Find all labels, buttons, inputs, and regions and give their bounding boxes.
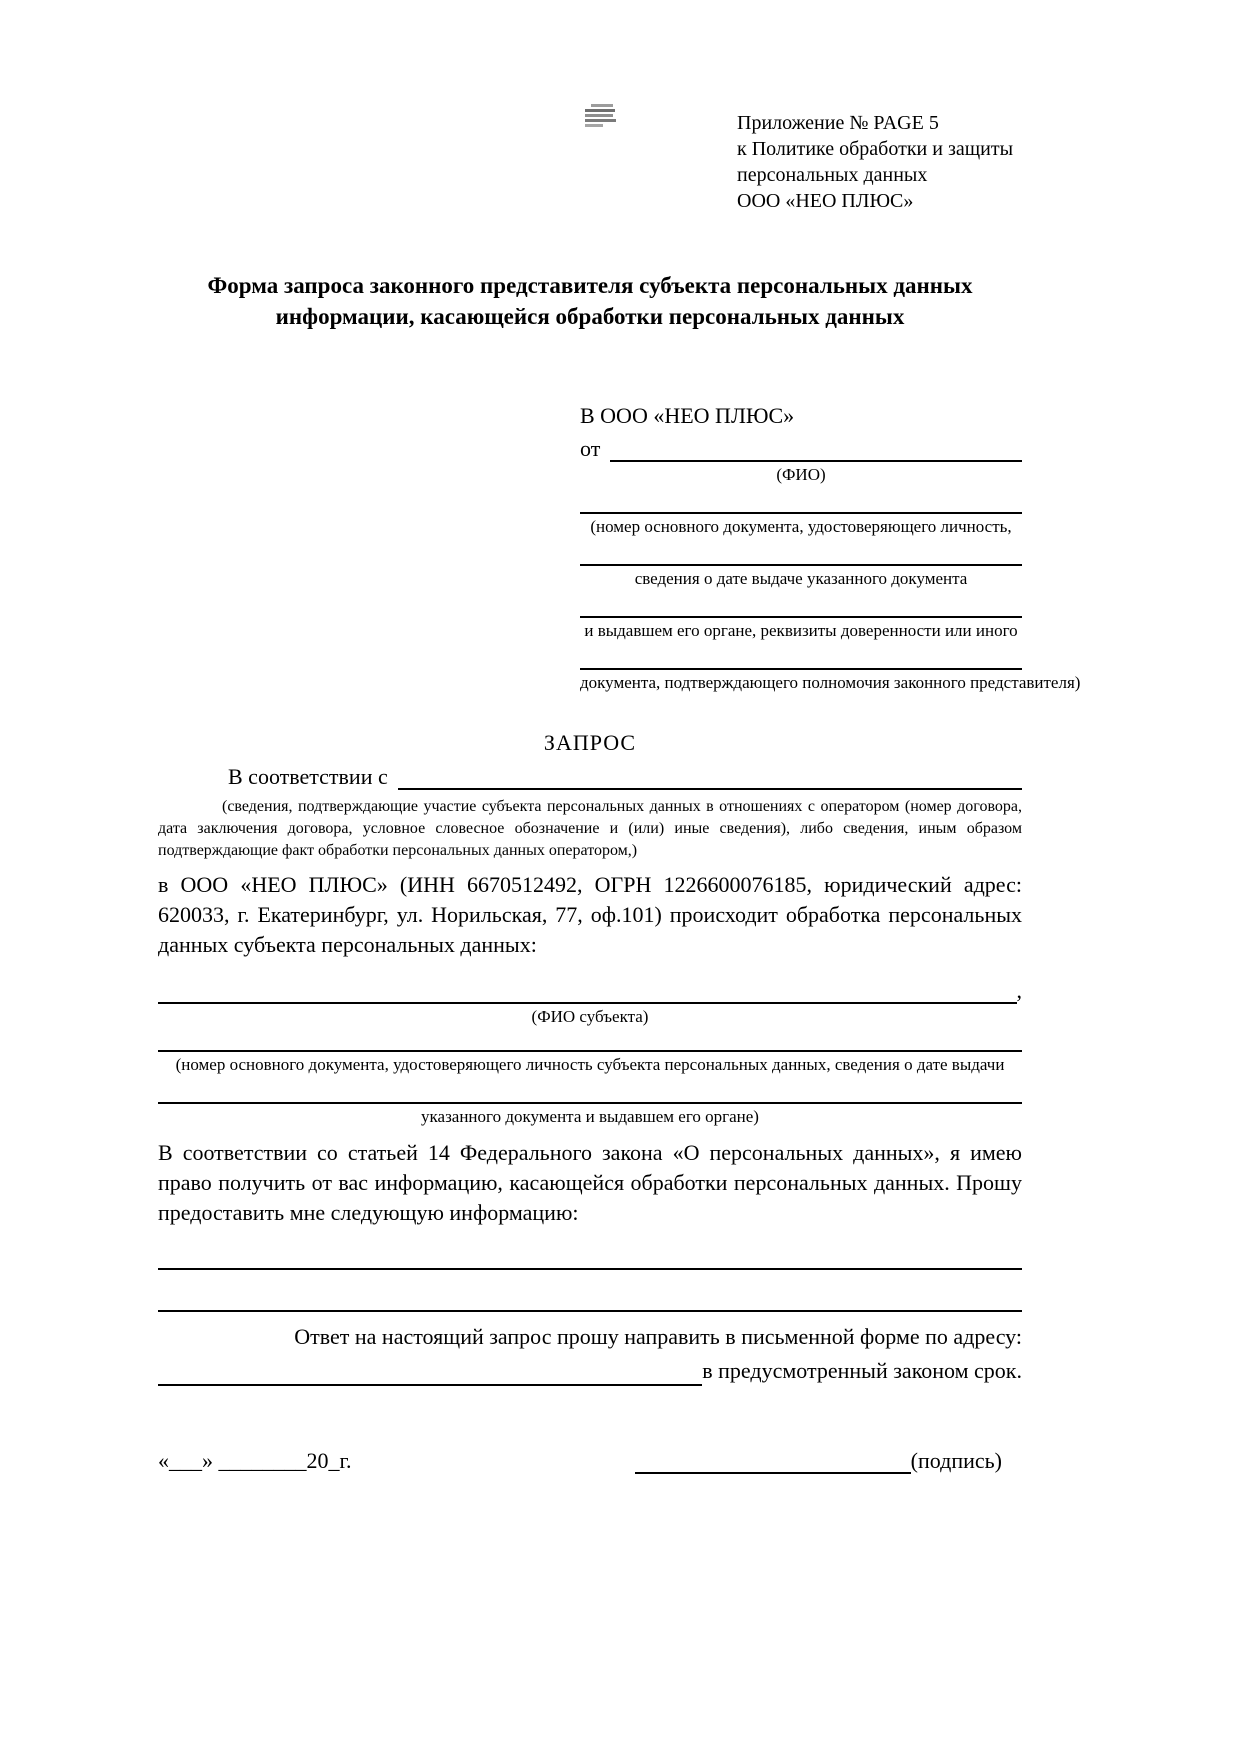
subject-fio-caption: (ФИО субъекта) xyxy=(531,1007,649,1026)
date-signature-row xyxy=(158,1448,1022,1474)
document-number-caption: (номер основного документа, удостоверяющего личность, xyxy=(590,517,1012,536)
operator-paragraph: в ООО «НЕО ПЛЮС» (ИНН 6670512492, ОГРН 1226600076185, юридический адрес: 620033, г. Екатеринбург, ул. Норильская, 77, оф.101) происходит обработка персональных данных субъекта персональных данных: xyxy=(158,872,1022,957)
document-number-blank-line xyxy=(580,512,1022,514)
field-code-icon xyxy=(585,104,617,127)
request-heading: ЗАПРОС xyxy=(543,730,637,755)
subject-fio-blank-row xyxy=(158,978,1022,1004)
fio-blank-line xyxy=(610,460,1022,462)
authority-document-caption: документа, подтверждающего полномочия законного представителя) xyxy=(580,673,1081,692)
requested-info-blank-line-1 xyxy=(158,1268,1022,1270)
title-line: Форма запроса законного представителя субъекта персональных данных xyxy=(207,273,973,298)
requested-info-blank-line-2 xyxy=(158,1310,1022,1312)
appendix-line: персональных данных xyxy=(737,164,928,186)
signature-caption: (подпись) xyxy=(910,1448,1002,1473)
answer-address-blank-line xyxy=(158,1384,702,1386)
appendix-line: Приложение № PAGE 5 xyxy=(737,112,939,134)
date-line: «___» ________20_г. xyxy=(158,1448,352,1473)
subject-fio-blank-suffix: , xyxy=(1016,978,1022,1003)
document-title xyxy=(158,270,1022,332)
answer-delivery-line: Ответ на настоящий запрос прошу направить в письменной форме по адресу: xyxy=(294,1324,1022,1349)
from-label: от xyxy=(580,436,601,461)
authority-document-blank-line xyxy=(580,668,1022,670)
document-body xyxy=(158,270,1081,1474)
addressee-block xyxy=(580,402,1081,694)
subject-fio-blank-line xyxy=(158,1002,1017,1004)
addressee-to: В ООО «НЕО ПЛЮС» xyxy=(580,403,795,428)
issuing-authority-blank-line xyxy=(580,616,1022,618)
title-line: информации, касающейся обработки персональных данных xyxy=(275,304,905,329)
law-paragraph: В соответствии со статьей 14 Федерального закона «О персональных данных», я имею право получить от вас информацию, касающейся обработки персональных данных. Прошу предоставить мне следующую информацию: xyxy=(158,1140,1022,1225)
accordance-fine-print: (сведения, подтверждающие участие субъекта персональных данных в отношениях с оператором (номер договора, дата заключения договора, условное словесное обозначение и (или) иные сведения), либо сведения, иным образом подтверждающие факт обработки персональных данных оператором,) xyxy=(158,798,1022,859)
answer-address-row xyxy=(158,1356,1022,1386)
subject-document-caption: (номер основного документа, удостоверяющего личность субъекта персональных данных, сведения о дате выдачи xyxy=(175,1055,1005,1074)
appendix-block xyxy=(737,110,1013,214)
signature-blank-line xyxy=(635,1472,911,1474)
subject-document-blank-line xyxy=(158,1050,1022,1052)
subject-authority-caption: указанного документа и выдавшем его органе) xyxy=(421,1107,759,1126)
accordance-blank-line xyxy=(398,788,1022,790)
accordance-label: В соответствии с xyxy=(228,764,388,789)
answer-deadline-text: в предусмотренный законом срок. xyxy=(702,1358,1022,1383)
issue-date-caption: сведения о дате выдаче указанного документа xyxy=(634,569,968,588)
from-line xyxy=(580,436,1022,462)
appendix-line: к Политике обработки и защиты xyxy=(737,138,1014,160)
accordance-line xyxy=(158,764,1022,790)
appendix-line: ООО «НЕО ПЛЮС» xyxy=(737,190,914,212)
subject-authority-blank-line xyxy=(158,1102,1022,1104)
signature-area xyxy=(635,1448,1002,1474)
issuing-authority-caption: и выдавшем его органе, реквизиты доверенности или иного xyxy=(584,621,1018,640)
fio-caption: (ФИО) xyxy=(776,465,826,484)
issue-date-blank-line xyxy=(580,564,1022,566)
